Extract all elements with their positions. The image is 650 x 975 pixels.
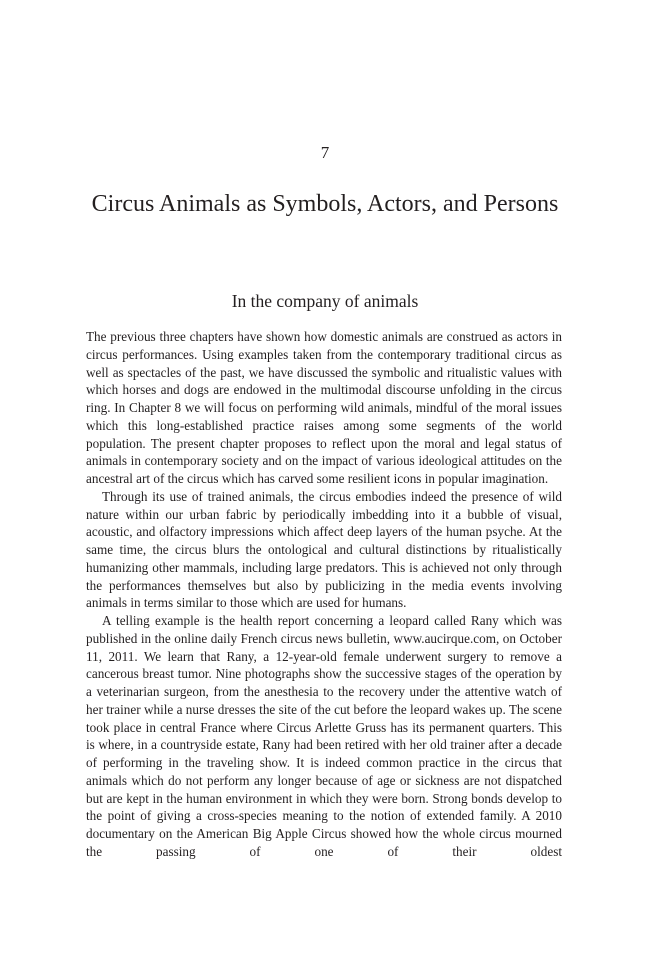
chapter-number: 7: [320, 143, 330, 162]
body-text: [86, 328, 562, 861]
paragraph-2: Through its use of trained animals, the circus embodies indeed the presence of wild nature within our urban fabric by periodically imbedding into it a bubble of visual, acoustic, and olfactory impressions which affect deep layers of the human psyche. At the same time, the circus blurs the ontological and cultural distinctions by ritualistically humanizing other mammals, including large predators. This is achieved not only through the performances themselves but also by publicizing in the media events involving animals in terms similar to those which are used for humans.: [86, 488, 562, 611]
chapter-title: Circus Animals as Symbols, Actors, and Persons: [91, 191, 559, 217]
paragraph-3: A telling example is the health report concerning a leopard called Rany which was published in the online daily French circus news bulletin, www.aucirque.com, on October 11, 2011. We learn that Rany, a 12-year-old female underwent surgery to remove a cancerous breast tumor. Nine photographs show the successive stages of the operation by a veterinarian surgeon, from the anesthesia to the recovery under the attentive watch of her trainer while a nurse dresses the site of the cut before the leopard wakes up. The scene took place in central France where Circus Arlette Gruss has its permanent quarters. This is where, in a countryside estate, Rany had been retired with her old trainer after a decade of performing in the traveling show. It is indeed common practice in the circus that animals which do not perform any longer because of age or sickness are not dispatched but are kept in the human environment in which they were born. Strong bonds develop to the point of giving a cross-species meaning to the notion of extended family. A 2010 documentary on the American Big Apple Circus showed how the whole circus mourned the passing of one of their oldest: [86, 613, 562, 859]
section-heading: In the company of animals: [231, 291, 419, 311]
paragraph-1: The previous three chapters have shown how domestic animals are construed as actors in circus performances. Using examples taken from the contemporary traditional circus as well as spectacles of the past, we have discussed the symbolic and ritualistic values with which horses and dogs are endowed in the multimodal discourse unfolding in the circus ring. In Chapter 8 we will focus on performing wild animals, mindful of the moral issues which this long-established practice raises among some segments of the world population. The present chapter proposes to reflect upon the moral and legal status of animals in contemporary society and on the impact of various ideological attitudes on the ancestral art of the circus which has carved some resilient icons in popular imagination.: [86, 329, 562, 486]
